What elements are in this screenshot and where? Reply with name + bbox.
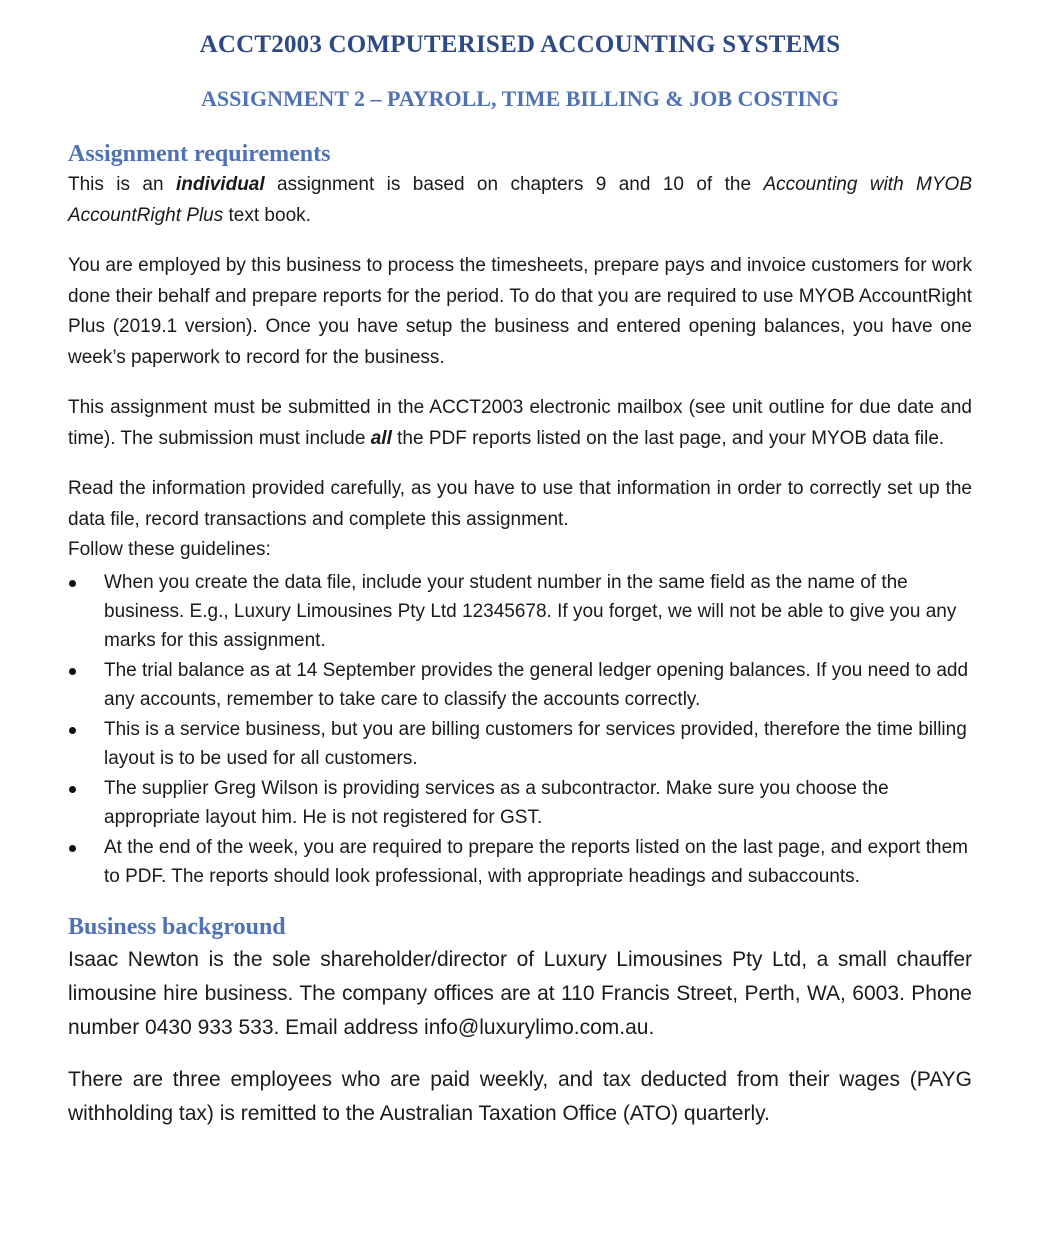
emphasis-all: all [370,427,392,449]
list-item-text: The trial balance as at 14 September provides the general ledger opening balances. If you need to add any accounts, remember to take care to classify the accounts correctly. [104,659,969,710]
book-title: Accounting with MYOB AccountRight Plus [68,174,972,226]
text-run: text book. [223,204,311,226]
list-item [68,715,972,773]
list-item [68,774,972,832]
document-subtitle: ASSIGNMENT 2 – PAYROLL, TIME BILLING & JOB COSTING [201,86,839,111]
list-item [68,656,972,714]
list-item [68,568,972,655]
requirements-heading: Assignment requirements [68,141,331,167]
bullet-icon [69,845,76,852]
requirements-paragraph-2: You are employed by this business to process the timesheets, prepare pays and invoice customers for work done their behalf and prepare reports for the period. To do that you are required to use MYOB AccountRight Plus (2019.1 version). Once you have setup the business and entered opening balances, you have one week’s paperwork to record for the business. [68,255,972,368]
text-run: This is an [68,174,176,195]
emphasis-individual: individual [175,174,265,195]
guidelines-list [68,568,972,891]
requirements-paragraph-4: Read the information provided carefully, as you have to use that information in order to correctly set up the data file, record transactions and complete this assignment. [68,478,972,530]
requirements-paragraph-3 [68,393,972,454]
document-title: ACCT2003 COMPUTERISED ACCOUNTING SYSTEMS [199,31,841,58]
text-run: the PDF reports listed on the last page, and your MYOB data file. [391,427,945,449]
list-item-text: The supplier Greg Wilson is providing services as a subcontractor. Make sure you choose the appropriate layout him. He is not registered for GST. [104,777,889,828]
list-item-text: At the end of the week, you are required to prepare the reports listed on the last page, and export them to PDF. The reports should look professional, with appropriate headings and subaccounts. [104,836,968,887]
background-section [68,943,972,1131]
text-run: assignment is based on chapters 9 and 10 of the [264,174,764,195]
guidelines-intro: Follow these guidelines: [68,539,271,560]
bullet-icon [69,668,76,675]
document-page [68,28,972,1131]
background-heading: Business background [68,913,286,940]
background-paragraph-1: Isaac Newton is the sole shareholder/director of Luxury Limousines Pty Ltd, a small chauffer limousine hire business. The company offices are at 110 Francis Street, Perth, WA, 6003. Phone number 0430 933 533. Email address info@luxurylimo.com.au. [68,947,972,1039]
bullet-icon [69,580,76,587]
list-item [68,833,972,891]
list-item-text: This is a service business, but you are billing customers for services provided, therefore the time billing layout is to be used for all customers. [104,718,967,769]
list-item-text: When you create the data file, include your student number in the same field as the name of the business. E.g., Luxury Limousines Pty Ltd 12345678. If you forget, we will not be able to give you any marks for this assignment. [104,571,957,651]
background-paragraph-2: There are three employees who are paid weekly, and tax deducted from their wages (PAYG withholding tax) is remitted to the Australian Taxation Office (ATO) quarterly. [68,1067,972,1125]
requirements-paragraph-1 [68,170,972,231]
text-run: This assignment must be submitted in the ACCT2003 electronic mailbox (see unit outline for due date and time). The submission must include [68,397,972,449]
bullet-icon [69,786,76,793]
bullet-icon [69,727,76,734]
